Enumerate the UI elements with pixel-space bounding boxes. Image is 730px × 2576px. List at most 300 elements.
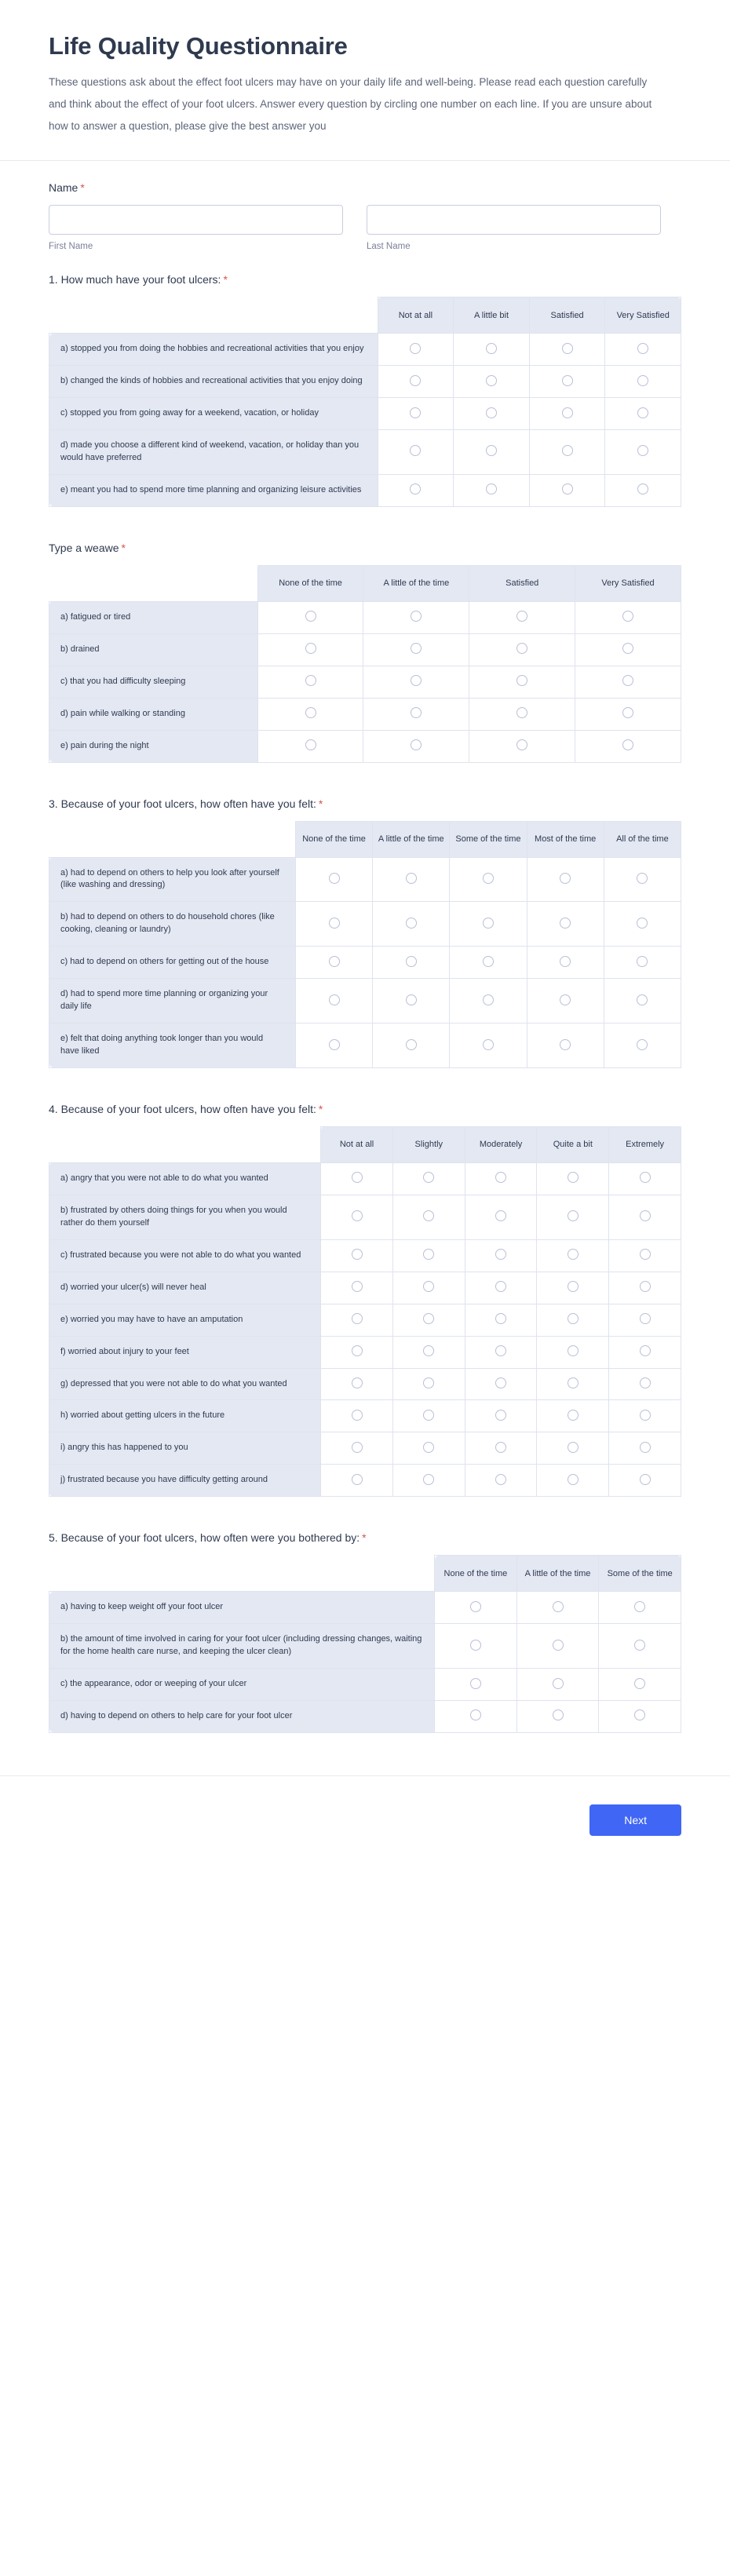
matrix-radio-cell[interactable]	[465, 1432, 537, 1465]
radio-button-icon[interactable]	[637, 483, 648, 494]
radio-button-icon[interactable]	[562, 375, 573, 386]
radio-button-icon[interactable]	[640, 1249, 651, 1260]
radio-button-icon[interactable]	[553, 1601, 564, 1612]
matrix-radio-cell[interactable]	[363, 730, 469, 762]
last-name-sublabel: Last Name	[367, 242, 411, 252]
matrix-radio-cell[interactable]	[469, 601, 575, 633]
matrix-radio-cell[interactable]	[599, 1624, 681, 1669]
matrix-column-header: Moderately	[465, 1126, 537, 1162]
radio-button-icon[interactable]	[352, 1281, 363, 1292]
matrix-radio-cell[interactable]	[257, 698, 363, 730]
radio-button-icon[interactable]	[406, 873, 417, 884]
matrix-column-header: Quite a bit	[537, 1126, 609, 1162]
radio-button-icon[interactable]	[640, 1172, 651, 1183]
matrix-radio-cell[interactable]	[435, 1701, 517, 1733]
radio-button-icon[interactable]	[568, 1474, 579, 1485]
form-description: These questions ask about the effect foot ulcers may have on your daily life and well-being. Please read each question carefully and think about the effect of your foot ulcers. Answer every question by circling one number on each line. If you are unsure about how to answer a question, please give the best answer you	[49, 76, 652, 132]
form-footer	[0, 1775, 730, 1870]
radio-button-icon[interactable]	[640, 1345, 651, 1356]
radio-button-icon[interactable]	[560, 994, 571, 1005]
matrix-radio-cell[interactable]	[435, 1669, 517, 1701]
matrix-radio-cell[interactable]	[605, 334, 681, 366]
matrix-radio-cell[interactable]	[516, 1624, 599, 1669]
matrix-radio-cell[interactable]	[392, 1336, 465, 1368]
matrix-radio-cell[interactable]	[465, 1272, 537, 1304]
matrix-radio-cell[interactable]	[373, 902, 450, 947]
radio-button-icon[interactable]	[406, 956, 417, 967]
first-name-sublabel: First Name	[49, 242, 93, 252]
radio-button-icon[interactable]	[305, 707, 316, 718]
radio-button-icon[interactable]	[406, 918, 417, 929]
matrix-radio-cell[interactable]	[435, 1624, 517, 1669]
matrix-radio-cell[interactable]	[609, 1400, 681, 1432]
matrix-radio-cell[interactable]	[378, 398, 454, 430]
radio-button-icon[interactable]	[640, 1474, 651, 1485]
matrix-radio-cell[interactable]	[609, 1432, 681, 1465]
radio-button-icon[interactable]	[640, 1210, 651, 1221]
radio-button-icon[interactable]	[637, 918, 648, 929]
radio-button-icon[interactable]	[406, 994, 417, 1005]
radio-button-icon[interactable]	[553, 1709, 564, 1720]
matrix-row-label: c) stopped you from going away for a weekend, vacation, or holiday	[49, 398, 378, 430]
radio-button-icon[interactable]	[486, 343, 497, 354]
matrix-radio-cell[interactable]	[527, 1023, 604, 1068]
radio-button-icon[interactable]	[495, 1410, 506, 1421]
matrix-radio-cell[interactable]	[609, 1162, 681, 1195]
radio-button-icon[interactable]	[637, 1039, 648, 1050]
matrix-radio-cell[interactable]	[321, 1162, 393, 1195]
radio-button-icon[interactable]	[423, 1442, 434, 1453]
radio-button-icon[interactable]	[483, 956, 494, 967]
matrix-radio-cell[interactable]	[392, 1195, 465, 1239]
radio-button-icon[interactable]	[568, 1410, 579, 1421]
required-asterisk: *	[362, 1531, 367, 1545]
matrix-radio-cell[interactable]	[605, 474, 681, 506]
matrix-radio-cell[interactable]	[604, 857, 681, 902]
radio-button-icon[interactable]	[568, 1172, 579, 1183]
matrix-radio-cell[interactable]	[599, 1592, 681, 1624]
radio-button-icon[interactable]	[637, 873, 648, 884]
radio-button-icon[interactable]	[305, 739, 316, 750]
radio-button-icon[interactable]	[516, 675, 527, 686]
radio-button-icon[interactable]	[622, 643, 633, 654]
matrix-radio-cell[interactable]	[373, 1023, 450, 1068]
radio-button-icon[interactable]	[640, 1313, 651, 1324]
matrix-radio-cell[interactable]	[605, 398, 681, 430]
matrix-radio-cell[interactable]	[392, 1432, 465, 1465]
matrix-wrapper	[49, 1555, 681, 1733]
matrix-radio-cell[interactable]	[465, 1239, 537, 1272]
matrix-radio-cell[interactable]	[295, 979, 372, 1023]
matrix-radio-cell[interactable]	[363, 633, 469, 666]
matrix-head	[49, 565, 681, 601]
matrix-radio-cell[interactable]	[599, 1669, 681, 1701]
matrix-radio-cell[interactable]	[537, 1195, 609, 1239]
radio-button-icon[interactable]	[622, 675, 633, 686]
matrix-radio-cell[interactable]	[537, 1336, 609, 1368]
radio-button-icon[interactable]	[329, 956, 340, 967]
matrix-column-header: Very Satisfied	[575, 565, 681, 601]
matrix-radio-cell[interactable]	[465, 1304, 537, 1336]
matrix-radio-cell[interactable]	[516, 1701, 599, 1733]
matrix-radio-cell[interactable]	[465, 1368, 537, 1400]
radio-button-icon[interactable]	[352, 1442, 363, 1453]
matrix-radio-cell[interactable]	[529, 474, 605, 506]
matrix-radio-cell[interactable]	[465, 1400, 537, 1432]
radio-button-icon[interactable]	[495, 1281, 506, 1292]
matrix-radio-cell[interactable]	[373, 857, 450, 902]
radio-button-icon[interactable]	[486, 375, 497, 386]
matrix-radio-cell[interactable]	[257, 666, 363, 698]
matrix-radio-cell[interactable]	[537, 1239, 609, 1272]
matrix-radio-cell[interactable]	[392, 1272, 465, 1304]
matrix-row-label: h) worried about getting ulcers in the future	[49, 1400, 321, 1432]
matrix-radio-cell[interactable]	[537, 1368, 609, 1400]
radio-button-icon[interactable]	[640, 1377, 651, 1388]
radio-button-icon[interactable]	[637, 956, 648, 967]
first-name-input[interactable]	[49, 205, 343, 235]
matrix-radio-cell[interactable]	[257, 601, 363, 633]
matrix-radio-cell[interactable]	[392, 1465, 465, 1497]
radio-button-icon[interactable]	[495, 1313, 506, 1324]
radio-button-icon[interactable]	[640, 1410, 651, 1421]
radio-button-icon[interactable]	[486, 483, 497, 494]
matrix-radio-cell[interactable]	[321, 1432, 393, 1465]
table-row	[49, 1336, 681, 1368]
radio-button-icon[interactable]	[560, 873, 571, 884]
next-button[interactable]: Next	[589, 1804, 681, 1836]
matrix-radio-cell[interactable]	[575, 601, 681, 633]
radio-button-icon[interactable]	[568, 1210, 579, 1221]
radio-button-icon[interactable]	[423, 1172, 434, 1183]
radio-button-icon[interactable]	[637, 407, 648, 418]
question-label	[49, 1531, 681, 1544]
radio-button-icon[interactable]	[486, 407, 497, 418]
matrix-radio-cell[interactable]	[321, 1195, 393, 1239]
radio-button-icon[interactable]	[637, 343, 648, 354]
radio-button-icon[interactable]	[352, 1172, 363, 1183]
matrix-radio-cell[interactable]	[295, 1023, 372, 1068]
radio-button-icon[interactable]	[553, 1678, 564, 1689]
matrix-table	[49, 821, 681, 1068]
radio-button-icon[interactable]	[483, 1039, 494, 1050]
matrix-radio-cell[interactable]	[454, 366, 530, 398]
radio-button-icon[interactable]	[410, 375, 421, 386]
matrix-head	[49, 821, 681, 857]
radio-button-icon[interactable]	[622, 739, 633, 750]
last-name-input[interactable]	[367, 205, 661, 235]
radio-button-icon[interactable]	[562, 445, 573, 456]
radio-button-icon[interactable]	[562, 407, 573, 418]
matrix-radio-cell[interactable]	[529, 366, 605, 398]
matrix-radio-cell[interactable]	[450, 947, 527, 979]
name-field-label	[49, 181, 681, 194]
radio-button-icon[interactable]	[495, 1377, 506, 1388]
matrix-corner-cell	[49, 297, 378, 334]
radio-button-icon[interactable]	[352, 1313, 363, 1324]
radio-button-icon[interactable]	[483, 873, 494, 884]
matrix-radio-cell[interactable]	[469, 666, 575, 698]
matrix-radio-cell[interactable]	[527, 979, 604, 1023]
radio-button-icon[interactable]	[483, 994, 494, 1005]
matrix-radio-cell[interactable]	[575, 730, 681, 762]
radio-button-icon[interactable]	[516, 611, 527, 622]
matrix-radio-cell[interactable]	[469, 633, 575, 666]
matrix-radio-cell[interactable]	[295, 857, 372, 902]
radio-button-icon[interactable]	[495, 1442, 506, 1453]
matrix-radio-cell[interactable]	[321, 1336, 393, 1368]
matrix-radio-cell[interactable]	[378, 474, 454, 506]
matrix-row-label: c) frustrated because you were not able to do what you wanted	[49, 1239, 321, 1272]
radio-button-icon[interactable]	[516, 739, 527, 750]
radio-button-icon[interactable]	[329, 918, 340, 929]
radio-button-icon[interactable]	[410, 445, 421, 456]
matrix-radio-cell[interactable]	[604, 947, 681, 979]
radio-button-icon[interactable]	[568, 1345, 579, 1356]
matrix-radio-cell[interactable]	[450, 1023, 527, 1068]
radio-button-icon[interactable]	[329, 873, 340, 884]
matrix-radio-cell[interactable]	[373, 979, 450, 1023]
matrix-radio-cell[interactable]	[609, 1368, 681, 1400]
matrix-radio-cell[interactable]	[537, 1400, 609, 1432]
matrix-radio-cell[interactable]	[605, 430, 681, 475]
radio-button-icon[interactable]	[352, 1210, 363, 1221]
matrix-radio-cell[interactable]	[295, 902, 372, 947]
radio-button-icon[interactable]	[352, 1249, 363, 1260]
matrix-radio-cell[interactable]	[321, 1465, 393, 1497]
matrix-header-row	[49, 297, 681, 334]
matrix-radio-cell[interactable]	[450, 902, 527, 947]
matrix-column-header: None of the time	[435, 1556, 517, 1592]
matrix-row-label: e) pain during the night	[49, 730, 258, 762]
radio-button-icon[interactable]	[568, 1281, 579, 1292]
radio-button-icon[interactable]	[495, 1172, 506, 1183]
matrix-radio-cell[interactable]	[599, 1701, 681, 1733]
matrix-column-header: A little of the time	[516, 1556, 599, 1592]
matrix-radio-cell[interactable]	[527, 947, 604, 979]
radio-button-icon[interactable]	[423, 1345, 434, 1356]
matrix-radio-cell[interactable]	[575, 633, 681, 666]
radio-button-icon[interactable]	[470, 1640, 481, 1651]
matrix-radio-cell[interactable]	[321, 1272, 393, 1304]
matrix-radio-cell[interactable]	[363, 698, 469, 730]
name-inputs-row	[49, 205, 681, 251]
matrix-radio-cell[interactable]	[537, 1432, 609, 1465]
table-row	[49, 366, 681, 398]
radio-button-icon[interactable]	[423, 1410, 434, 1421]
matrix-radio-cell[interactable]	[450, 857, 527, 902]
radio-button-icon[interactable]	[329, 1039, 340, 1050]
matrix-radio-cell[interactable]	[392, 1368, 465, 1400]
matrix-radio-cell[interactable]	[609, 1465, 681, 1497]
matrix-radio-cell[interactable]	[537, 1304, 609, 1336]
matrix-radio-cell[interactable]	[392, 1304, 465, 1336]
radio-button-icon[interactable]	[352, 1410, 363, 1421]
radio-button-icon[interactable]	[329, 994, 340, 1005]
matrix-radio-cell[interactable]	[295, 947, 372, 979]
matrix-radio-cell[interactable]	[363, 601, 469, 633]
radio-button-icon[interactable]	[553, 1640, 564, 1651]
radio-button-icon[interactable]	[411, 611, 422, 622]
radio-button-icon[interactable]	[352, 1474, 363, 1485]
radio-button-icon[interactable]	[637, 994, 648, 1005]
matrix-radio-cell[interactable]	[465, 1195, 537, 1239]
matrix-radio-cell[interactable]	[450, 979, 527, 1023]
radio-button-icon[interactable]	[352, 1377, 363, 1388]
radio-button-icon[interactable]	[411, 707, 422, 718]
matrix-radio-cell[interactable]	[465, 1162, 537, 1195]
radio-button-icon[interactable]	[495, 1210, 506, 1221]
matrix-body	[49, 334, 681, 507]
radio-button-icon[interactable]	[560, 918, 571, 929]
matrix-radio-cell[interactable]	[392, 1162, 465, 1195]
radio-button-icon[interactable]	[516, 643, 527, 654]
radio-button-icon[interactable]	[486, 445, 497, 456]
matrix-radio-cell[interactable]	[529, 398, 605, 430]
radio-button-icon[interactable]	[470, 1678, 481, 1689]
radio-button-icon[interactable]	[411, 675, 422, 686]
matrix-radio-cell[interactable]	[465, 1336, 537, 1368]
matrix-radio-cell[interactable]	[465, 1465, 537, 1497]
matrix-row-label: b) the amount of time involved in caring for your foot ulcer (including dressing changes, waiting for the home health care nurse, and keeping the ulcer clean)	[49, 1624, 435, 1669]
radio-button-icon[interactable]	[411, 643, 422, 654]
radio-button-icon[interactable]	[640, 1442, 651, 1453]
matrix-radio-cell[interactable]	[469, 698, 575, 730]
matrix-radio-cell[interactable]	[257, 730, 363, 762]
radio-button-icon[interactable]	[423, 1377, 434, 1388]
radio-button-icon[interactable]	[637, 445, 648, 456]
radio-button-icon[interactable]	[495, 1345, 506, 1356]
matrix-radio-cell[interactable]	[378, 334, 454, 366]
matrix-radio-cell[interactable]	[378, 366, 454, 398]
matrix-radio-cell[interactable]	[373, 947, 450, 979]
radio-button-icon[interactable]	[305, 643, 316, 654]
matrix-radio-cell[interactable]	[609, 1336, 681, 1368]
question-label-text: 3. Because of your foot ulcers, how often have you felt:	[49, 797, 316, 810]
radio-button-icon[interactable]	[470, 1601, 481, 1612]
radio-button-icon[interactable]	[560, 956, 571, 967]
questions-container	[49, 273, 681, 1733]
matrix-radio-cell[interactable]	[575, 698, 681, 730]
matrix-radio-cell[interactable]	[604, 979, 681, 1023]
radio-button-icon[interactable]	[423, 1474, 434, 1485]
matrix-radio-cell[interactable]	[605, 366, 681, 398]
radio-button-icon[interactable]	[634, 1709, 645, 1720]
matrix-radio-cell[interactable]	[527, 857, 604, 902]
matrix-row-label: d) having to depend on others to help care for your foot ulcer	[49, 1701, 435, 1733]
matrix-column-header: Some of the time	[599, 1556, 681, 1592]
radio-button-icon[interactable]	[560, 1039, 571, 1050]
matrix-radio-cell[interactable]	[435, 1592, 517, 1624]
matrix-radio-cell[interactable]	[609, 1304, 681, 1336]
radio-button-icon[interactable]	[423, 1210, 434, 1221]
radio-button-icon[interactable]	[622, 707, 633, 718]
radio-button-icon[interactable]	[305, 675, 316, 686]
matrix-radio-cell[interactable]	[609, 1272, 681, 1304]
radio-button-icon[interactable]	[637, 375, 648, 386]
matrix-radio-cell[interactable]	[454, 334, 530, 366]
matrix-row-label: e) worried you may have to have an amputation	[49, 1304, 321, 1336]
matrix-radio-cell[interactable]	[321, 1368, 393, 1400]
radio-button-icon[interactable]	[423, 1249, 434, 1260]
matrix-radio-cell[interactable]	[392, 1400, 465, 1432]
matrix-radio-cell[interactable]	[609, 1239, 681, 1272]
matrix-radio-cell[interactable]	[575, 666, 681, 698]
matrix-radio-cell[interactable]	[454, 474, 530, 506]
radio-button-icon[interactable]	[568, 1377, 579, 1388]
matrix-head	[49, 1556, 681, 1592]
matrix-radio-cell[interactable]	[527, 902, 604, 947]
matrix-radio-cell[interactable]	[604, 902, 681, 947]
radio-button-icon[interactable]	[423, 1313, 434, 1324]
radio-button-icon[interactable]	[634, 1601, 645, 1612]
matrix-radio-cell[interactable]	[257, 633, 363, 666]
matrix-radio-cell[interactable]	[516, 1669, 599, 1701]
matrix-radio-cell[interactable]	[392, 1239, 465, 1272]
radio-button-icon[interactable]	[410, 483, 421, 494]
radio-button-icon[interactable]	[622, 611, 633, 622]
question-label	[49, 542, 681, 554]
radio-button-icon[interactable]	[568, 1442, 579, 1453]
radio-button-icon[interactable]	[495, 1249, 506, 1260]
radio-button-icon[interactable]	[305, 611, 316, 622]
radio-button-icon[interactable]	[516, 707, 527, 718]
radio-button-icon[interactable]	[470, 1709, 481, 1720]
matrix-radio-cell[interactable]	[363, 666, 469, 698]
radio-button-icon[interactable]	[483, 918, 494, 929]
radio-button-icon[interactable]	[410, 343, 421, 354]
radio-button-icon[interactable]	[568, 1249, 579, 1260]
matrix-radio-cell[interactable]	[454, 398, 530, 430]
radio-button-icon[interactable]	[640, 1281, 651, 1292]
radio-button-icon[interactable]	[352, 1345, 363, 1356]
matrix-row-label: b) frustrated by others doing things for you when you would rather do them yourself	[49, 1195, 321, 1239]
table-row	[49, 1272, 681, 1304]
matrix-row-label: c) that you had difficulty sleeping	[49, 666, 258, 698]
matrix-radio-cell[interactable]	[321, 1239, 393, 1272]
radio-button-icon[interactable]	[634, 1678, 645, 1689]
radio-button-icon[interactable]	[495, 1474, 506, 1485]
matrix-radio-cell[interactable]	[321, 1400, 393, 1432]
matrix-corner-cell	[49, 565, 258, 601]
matrix-row-label: g) depressed that you were not able to do what you wanted	[49, 1368, 321, 1400]
matrix-radio-cell[interactable]	[604, 1023, 681, 1068]
matrix-radio-cell[interactable]	[516, 1592, 599, 1624]
matrix-radio-cell[interactable]	[537, 1465, 609, 1497]
matrix-radio-cell[interactable]	[537, 1272, 609, 1304]
radio-button-icon[interactable]	[634, 1640, 645, 1651]
matrix-column-header: Extremely	[609, 1126, 681, 1162]
matrix-radio-cell[interactable]	[529, 430, 605, 475]
radio-button-icon[interactable]	[562, 483, 573, 494]
matrix-row-label: d) had to spend more time planning or organizing your daily life	[49, 979, 296, 1023]
matrix-radio-cell[interactable]	[321, 1304, 393, 1336]
radio-button-icon[interactable]	[410, 407, 421, 418]
matrix-radio-cell[interactable]	[609, 1195, 681, 1239]
matrix-radio-cell[interactable]	[454, 430, 530, 475]
matrix-radio-cell[interactable]	[529, 334, 605, 366]
matrix-radio-cell[interactable]	[378, 430, 454, 475]
matrix-radio-cell[interactable]	[469, 730, 575, 762]
matrix-radio-cell[interactable]	[537, 1162, 609, 1195]
radio-button-icon[interactable]	[423, 1281, 434, 1292]
matrix-row-label: i) angry this has happened to you	[49, 1432, 321, 1465]
radio-button-icon[interactable]	[411, 739, 422, 750]
radio-button-icon[interactable]	[406, 1039, 417, 1050]
radio-button-icon[interactable]	[562, 343, 573, 354]
required-asterisk: *	[80, 181, 85, 195]
radio-button-icon[interactable]	[568, 1313, 579, 1324]
